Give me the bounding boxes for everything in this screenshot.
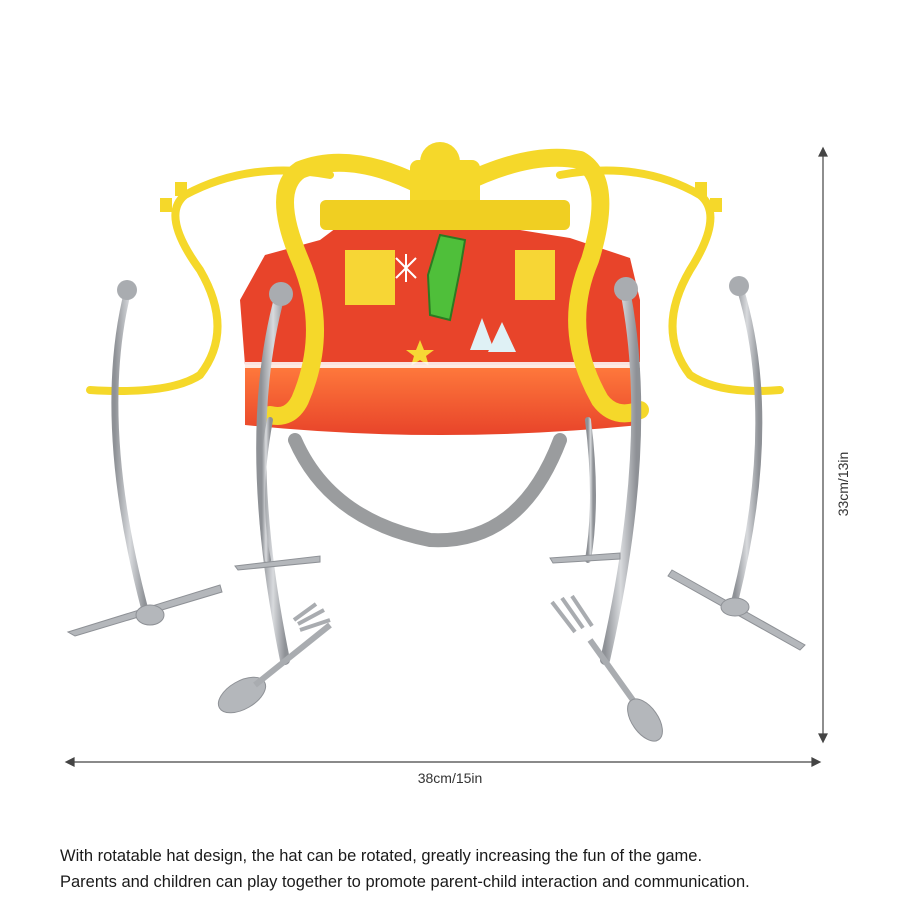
crown-window — [515, 250, 555, 300]
height-dimension-label: 33cm/13in — [835, 451, 851, 517]
description-line-1: With rotatable hat design, the hat can be rotated, greatly increasing the fun of the game. — [60, 847, 703, 865]
height-dimension-line — [819, 148, 827, 742]
description-line-2: Parents and children can play together to promote parent-child interaction and communication. — [60, 873, 750, 891]
chin-strap — [295, 440, 560, 540]
width-dimension-line — [66, 758, 820, 766]
product-description — [60, 843, 880, 895]
width-dimension-label: 38cm/15in — [417, 770, 483, 786]
crown-window — [345, 250, 395, 305]
utensil-heads — [68, 553, 805, 747]
